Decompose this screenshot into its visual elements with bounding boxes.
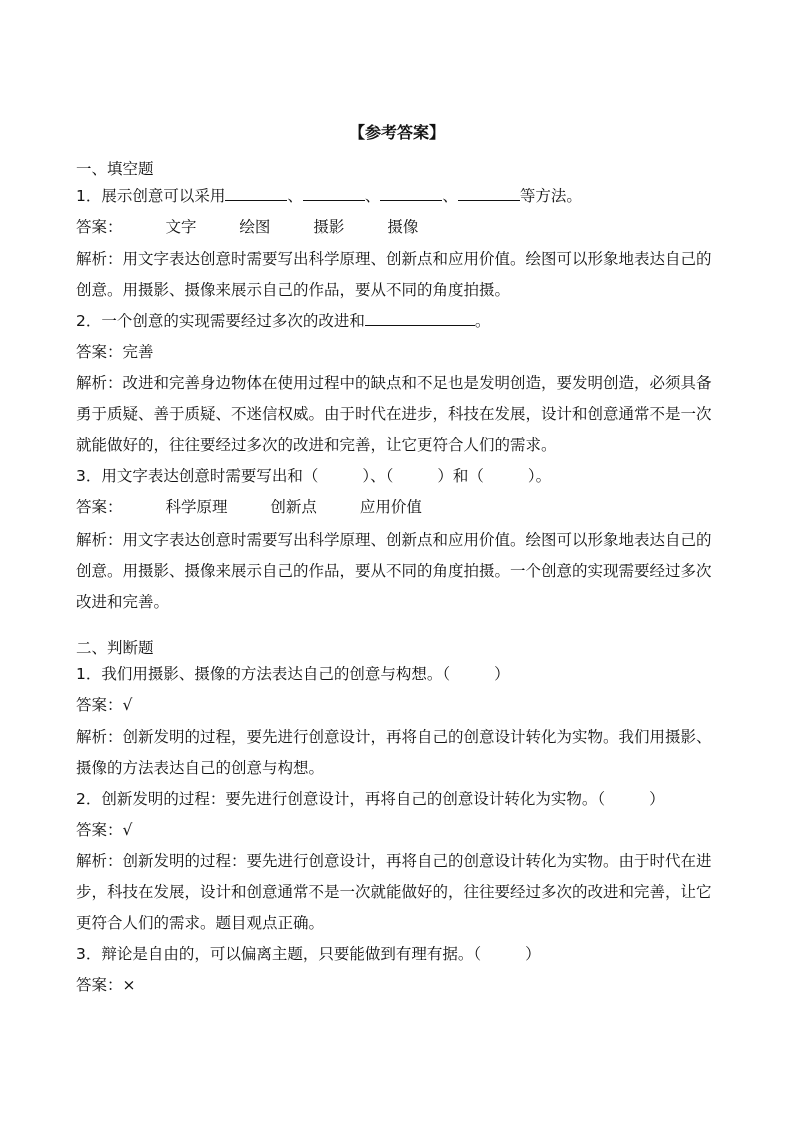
question-text: 3．辩论是自由的，可以偏离主题，只要能做到有理有据。（ xyxy=(76,945,482,963)
question-1-1 xyxy=(76,185,726,207)
answer-1-1 xyxy=(76,216,726,238)
answer-1-2: 答案：完善 xyxy=(76,343,154,361)
answer-value: 创新点 xyxy=(270,498,317,516)
question-1-3 xyxy=(76,465,726,487)
question-text: 3．用文字表达创意时需要写出和（ xyxy=(76,467,319,485)
question-2-3 xyxy=(76,943,726,965)
answer-value: 摄像 xyxy=(387,218,419,236)
analysis-line: 摄像的方法表达自己的创意与构想。 xyxy=(76,759,325,777)
analysis-line: 改进和完善。 xyxy=(76,593,170,611)
answer-value: 应用价值 xyxy=(359,498,422,516)
paren-close: ） xyxy=(494,665,510,683)
separator: 、 xyxy=(287,187,303,205)
answer-blank xyxy=(225,185,287,201)
question-2-2 xyxy=(76,788,726,810)
analysis-line: 解析：改进和完善身边物体在使用过程中的缺点和不足也是发明创造，要发明创造，必须具备 xyxy=(76,374,712,392)
page-title: 【参考答案】 xyxy=(348,123,445,142)
paren-close: ） xyxy=(525,945,541,963)
answer-blank xyxy=(303,185,365,201)
analysis-line: 创意。用摄影、摄像来展示自己的作品，要从不同的角度拍摄。 xyxy=(76,281,511,299)
answer-label: 答案： xyxy=(76,218,123,236)
analysis-line: 解析：用文字表达创意时需要写出科学原理、创新点和应用价值。绘图可以形象地表达自己的 xyxy=(76,250,712,268)
question-2-1 xyxy=(76,663,726,685)
answer-2-3: 答案：× xyxy=(76,976,136,994)
analysis-line: 解析：创新发明的过程：要先进行创意设计，再将自己的创意设计转化为实物。由于时代在进 xyxy=(76,852,712,870)
separator: 、 xyxy=(442,187,458,205)
answer-blank xyxy=(365,310,475,326)
question-text: ）、（ xyxy=(362,467,394,485)
analysis-line: 解析：用文字表达创意时需要写出科学原理、创新点和应用价值。绘图可以形象地表达自己的 xyxy=(76,531,712,549)
analysis-line: 解析：创新发明的过程，要先进行创意设计，再将自己的创意设计转化为实物。我们用摄影、 xyxy=(76,728,712,746)
analysis-line: 就能做好的，往往要经过多次的改进和完善，让它更符合人们的需求。 xyxy=(76,436,557,454)
separator: 、 xyxy=(364,187,381,205)
question-text-end: 等方法。 xyxy=(519,187,582,205)
answer-2-2: 答案：√ xyxy=(76,821,133,839)
answer-value: 文字 xyxy=(165,218,197,236)
answer-value: 摄影 xyxy=(313,218,345,236)
analysis-line: 更符合人们的需求。题目观点正确。 xyxy=(76,914,325,932)
section-heading-fill-blank: 一、填空题 xyxy=(76,160,154,178)
analysis-line: 创意。用摄影、摄像来展示自己的作品，要从不同的角度拍摄。一个创意的实现需要经过多次 xyxy=(76,562,712,580)
question-text: 2．创新发明的过程：要先进行创意设计，再将自己的创意设计转化为实物。（ xyxy=(76,790,606,808)
question-text: ）和（ xyxy=(437,467,484,485)
question-1-2 xyxy=(76,310,726,332)
analysis-line: 步，科技在发展，设计和创意通常不是一次就能做好的，往往要经过多次的改进和完善，让它 xyxy=(76,883,712,901)
section-heading-true-false: 二、判断题 xyxy=(76,639,154,657)
answer-label: 答案： xyxy=(76,498,123,516)
question-text: ）。 xyxy=(527,467,552,485)
answer-1-3 xyxy=(76,496,726,518)
question-text: 1．我们用摄影、摄像的方法表达自己的创意与构想。（ xyxy=(76,665,451,683)
paren-close: ） xyxy=(649,790,665,808)
question-text-end: 。 xyxy=(474,312,491,330)
question-text: 1．展示创意可以采用 xyxy=(76,187,226,205)
analysis-line: 勇于质疑、善于质疑、不迷信权威。由于时代在进步，科技在发展，设计和创意通常不是一次 xyxy=(76,405,712,423)
answer-value: 科学原理 xyxy=(165,498,228,516)
question-text: 2．一个创意的实现需要经过多次的改进和 xyxy=(76,312,365,330)
answer-blank xyxy=(380,185,442,201)
answer-value: 绘图 xyxy=(239,218,271,236)
answer-blank xyxy=(458,185,520,201)
answer-2-1: 答案：√ xyxy=(76,696,133,714)
